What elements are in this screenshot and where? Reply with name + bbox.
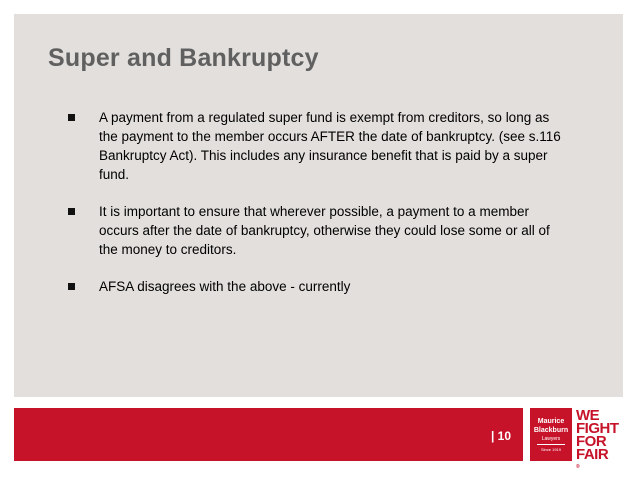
- maurice-blackburn-logo: [530, 408, 572, 461]
- slogan-line: [576, 448, 634, 476]
- logo-name-line2: Blackburn: [533, 426, 569, 434]
- bullet-item: [66, 202, 566, 259]
- bullet-text: A payment from a regulated super fund is exempt from creditors, so long as the payment to the member occurs AFTER the date of bankruptcy. (see s.116 Bankruptcy Act). This includes any insurance benefit that is paid by a super fund.: [99, 110, 561, 182]
- logo-since: Since 1919: [540, 446, 561, 452]
- registered-mark: ®: [576, 464, 580, 470]
- footer-bar: [14, 408, 523, 461]
- slogan-line: FOR: [576, 433, 607, 450]
- slogan-line: WE: [576, 407, 600, 424]
- square-bullet-icon: [68, 208, 75, 215]
- bullet-item: [66, 108, 566, 184]
- slogan-logo: [576, 409, 634, 476]
- square-bullet-icon: [68, 283, 75, 290]
- bullet-text: It is important to ensure that wherever possible, a payment to a member occurs after the date of bankruptcy, otherwise they could lose some or all of the money to creditors.: [99, 204, 550, 257]
- bullet-item: [66, 277, 566, 296]
- square-bullet-icon: [68, 114, 75, 121]
- slogan-line: FIGHT: [576, 420, 619, 437]
- bullet-list: [66, 108, 566, 314]
- page-number: | 10: [490, 429, 511, 443]
- bullet-text: AFSA disagrees with the above - currently: [99, 279, 351, 294]
- logo-name-line3: Lawyers: [541, 435, 561, 442]
- slogan-last-word: FAIR: [576, 446, 609, 463]
- logo-name-line1: Maurice: [537, 417, 565, 425]
- footer: [0, 408, 638, 479]
- logo-divider: [537, 444, 565, 445]
- slide-title: Super and Bankruptcy: [48, 44, 319, 72]
